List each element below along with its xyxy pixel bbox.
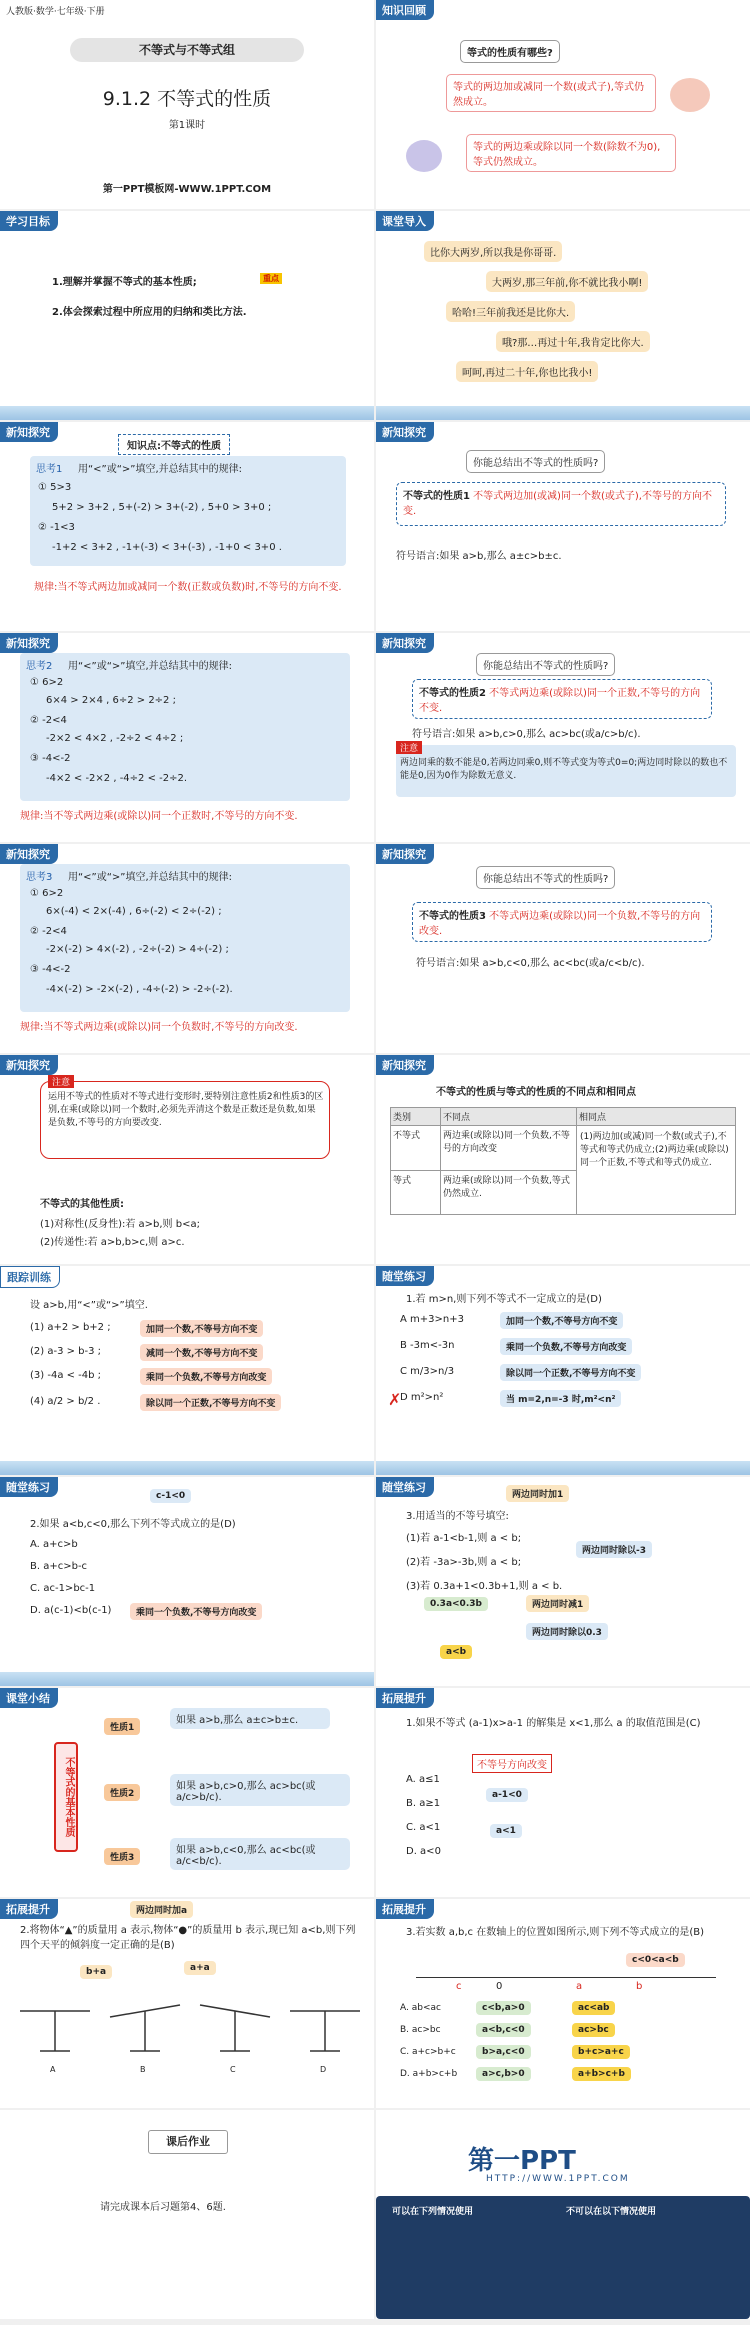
hint-4: 除以同一个正数,不等号方向不变	[140, 1394, 281, 1411]
think-question: 用“<”或“>”填空,并总结其中的规律:	[68, 661, 233, 672]
option-b: B -3m<-3n	[400, 1340, 455, 1351]
property-text: 不等式两边乘(或除以)同一个正数,不等号的方向不变.	[419, 688, 701, 714]
slide-exercise2	[0, 1477, 374, 1686]
property-2-label: 性质2	[104, 1784, 140, 1801]
row-1-detail: 6×(-4) < 2×(-4) , 6÷(-2) < 2÷(-2) ;	[46, 906, 222, 917]
hint-1: 加同一个数,不等号方向不变	[140, 1320, 263, 1337]
extend-question: 3.若实数 a,b,c 在数轴上的位置如图所示,则下列不等式成立的是(B)	[406, 1927, 705, 1938]
res-d: a+b>c+b	[572, 2067, 631, 2081]
section-tag: 新知探究	[376, 844, 434, 864]
hint-top: 两边同时加a	[130, 1901, 193, 1918]
res-c: b+c>a+c	[572, 2045, 630, 2059]
other-title: 不等式的其他性质:	[40, 1199, 124, 1210]
rule: 规律:当不等式两边加或减同一个数(正数或负数)时,不等号的方向不变.	[34, 582, 342, 593]
res-b: ac>bc	[572, 2023, 615, 2037]
option-c: C. a+c>b+c	[400, 2047, 456, 2057]
slide-homework	[0, 2110, 374, 2319]
scale-label-b: B	[140, 2065, 146, 2074]
pig-avatar	[670, 78, 710, 112]
option-a: A. a+c>b	[30, 1539, 78, 1550]
slide-property1	[376, 422, 750, 631]
summary-root: 不等式的基本性质	[54, 1742, 78, 1852]
row-label: 等式	[391, 1171, 441, 1214]
symbol-language: 符号语言:如果 a>b,那么 a±c>b±c.	[396, 551, 562, 562]
res-a: ac<ab	[572, 2001, 615, 2015]
section-tag: 拓展提升	[376, 1688, 434, 1708]
hint: 不等号方向改变	[472, 1754, 552, 1773]
section-tag: 随堂练习	[376, 1266, 434, 1286]
order-hint: c<0<a<b	[626, 1953, 685, 1967]
note-label: 注意	[396, 741, 422, 754]
compare-table	[390, 1107, 736, 1215]
header-cell: 不同点	[441, 1108, 577, 1125]
item-2: (2) a-3 > b-3 ;	[30, 1346, 102, 1357]
step-1: a-1<0	[486, 1788, 528, 1802]
compare-title: 不等式的性质与等式的性质的不同点和相同点	[436, 1087, 636, 1098]
section-tag: 随堂练习	[376, 1477, 434, 1497]
scale-label-c: C	[230, 2065, 236, 2074]
property-card	[412, 902, 712, 942]
slide-extend2	[0, 1899, 374, 2108]
section-tag: 新知探究	[0, 844, 58, 864]
note-text: 运用不等式的性质对不等式进行变形时,要特别注意性质2和性质3的区别,在乘(或除以)同一个数时,必须先弄清这个数是正数还是负数,如果是负数,不等号的方向要改变.	[48, 1092, 324, 1128]
property-name: 不等式的性质2	[419, 688, 486, 699]
row-1: ① 5>3	[38, 482, 72, 493]
cond-c: b>a,c<0	[476, 2045, 531, 2059]
hint-3: 乘同一个负数,不等号方向改变	[140, 1368, 272, 1385]
answer-2: 等式的两边乘或除以同一个数(除数不为0),等式仍然成立。	[466, 134, 676, 172]
option-d: D. a+b>c+b	[400, 2069, 458, 2079]
goal-2: 2.体会探索过程中所应用的归纳和类比方法.	[52, 307, 247, 318]
scale-label-a: A	[50, 2065, 56, 2074]
axis-b: b	[636, 1981, 643, 1992]
section-tag: 随堂练习	[0, 1477, 58, 1497]
exercise-question: 3.用适当的不等号填空:	[406, 1511, 509, 1522]
think-question: 用“<”或“>”填空,并总结其中的规律:	[78, 464, 243, 475]
slide-think3	[0, 844, 374, 1053]
dialog-4: 哦?那…再过十年,我肯定比你大.	[496, 331, 650, 352]
exercise-question: 2.如果 a<b,c<0,那么下列不等式成立的是(D)	[30, 1519, 236, 1530]
slide-practice	[0, 1266, 374, 1475]
row-2-detail: -1+2 < 3+2 , -1+(-3) < 3+(-3) , -1+0 < 3+0 .	[52, 542, 282, 553]
note-label: 注意	[48, 1075, 74, 1088]
dialog-5: 呵呵,再过二十年,你也比我小!	[456, 361, 598, 382]
section-tag: 新知探究	[376, 1055, 434, 1075]
think-label: 思考1	[36, 464, 63, 475]
row-1-detail: 6×4 > 2×4 , 6÷2 > 2÷2 ;	[46, 695, 176, 706]
rule: 规律:当不等式两边乘(或除以)同一个负数时,不等号的方向改变.	[20, 1022, 298, 1033]
dialog-1: 比你大两岁,所以我是你哥哥.	[424, 241, 562, 262]
option-c: C m/3>n/3	[400, 1366, 455, 1377]
item-1: (1) a+2 > b+2 ;	[30, 1322, 111, 1333]
section-tag: 学习目标	[0, 211, 58, 231]
row-diff: 两边乘(或除以)同一个负数,不等号的方向改变	[441, 1126, 577, 1170]
row-1: ① 6>2	[30, 677, 64, 688]
slide-compare	[376, 1055, 750, 1264]
section-tag: 跟踪训练	[0, 1266, 60, 1288]
cond-a: c<b,a>0	[476, 2001, 531, 2015]
row-2: ② -2<4	[30, 926, 67, 937]
other-2: (2)传递性:若 a>b,b>c,则 a>c.	[40, 1237, 185, 1248]
option-d: D. a<0	[406, 1846, 441, 1857]
cond-b: a<b,c<0	[476, 2023, 531, 2037]
hint-2: 两边同时除以-3	[576, 1541, 652, 1558]
option-c: C. a<1	[406, 1822, 441, 1833]
section-tag: 知识回顾	[376, 0, 434, 20]
row-2-detail: -2×(-2) > 4×(-2) , -2÷(-2) > 4÷(-2) ;	[46, 944, 229, 955]
answer-1: 等式的两边加或减同一个数(或式子),等式仍然成立。	[446, 74, 656, 112]
hint-c: 除以同一个正数,不等号方向不变	[500, 1364, 641, 1381]
question: 你能总结出不等式的性质吗?	[466, 450, 605, 473]
property-3-text: 如果 a>b,c<0,那么 ac<bc(或a/c<b/c).	[170, 1838, 350, 1870]
row-3-detail: -4×2 < -2×2 , -4÷2 < -2÷2.	[46, 773, 188, 784]
slide-review	[376, 0, 750, 209]
hint-a: 加同一个数,不等号方向不变	[500, 1312, 623, 1329]
mascot-avatar	[406, 140, 442, 172]
item-3: (3) -4a < -4b ;	[30, 1370, 102, 1381]
step-2: a<b	[440, 1645, 472, 1659]
hint-1: 两边同时加1	[506, 1485, 569, 1502]
section-tag: 新知探究	[0, 1055, 58, 1075]
section-tag: 新知探究	[376, 633, 434, 653]
property-name: 不等式的性质1	[403, 491, 470, 502]
slide-intro	[376, 211, 750, 420]
slide-brand	[376, 2110, 750, 2319]
hint-d: 乘同一个负数,不等号方向改变	[130, 1603, 262, 1620]
slide-property2	[376, 633, 750, 842]
slide-exercise3	[376, 1477, 750, 1686]
scale-label-d: D	[320, 2065, 327, 2074]
question: 等式的性质有哪些?	[460, 40, 560, 63]
option-b: B. a≥1	[406, 1798, 441, 1809]
property-text: 不等式两边加(或减)同一个数(或式子),不等号的方向不变.	[403, 491, 712, 517]
hint-3: 两边同时减1	[526, 1595, 589, 1612]
slide-notes	[0, 1055, 374, 1264]
slide-think1	[0, 422, 374, 631]
item-3: (3)若 0.3a+1<0.3b+1,则 a < b.	[406, 1581, 563, 1592]
section-tag: 新知探究	[0, 633, 58, 653]
row-1-detail: 5+2 > 3+2 , 5+(-2) > 3+(-2) , 5+0 > 3+0 ;	[52, 502, 272, 513]
property-3-label: 性质3	[104, 1848, 140, 1865]
step-2: a<1	[490, 1824, 522, 1838]
practice-question: 设 a>b,用“<”或“>”填空.	[30, 1300, 148, 1311]
slide-property3	[376, 844, 750, 1053]
property-1-label: 性质1	[104, 1718, 140, 1735]
option-a: A m+3>n+3	[400, 1314, 464, 1325]
symbol-language: 符号语言:如果 a>b,c<0,那么 ac<bc(或a/c<b/c).	[416, 958, 645, 969]
hint-b: 乘同一个负数,不等号方向改变	[500, 1338, 632, 1355]
question: 你能总结出不等式的性质吗?	[476, 866, 615, 889]
property-text: 不等式两边乘(或除以)同一个负数,不等号的方向改变.	[419, 911, 701, 937]
symbol-language: 符号语言:如果 a>b,c>0,那么 ac>bc(或a/c>b/c).	[412, 729, 641, 740]
city-decoration	[376, 1461, 750, 1475]
other-1: (1)对称性(反身性):若 a>b,则 b<a;	[40, 1219, 200, 1230]
think-question: 用“<”或“>”填空,并总结其中的规律:	[68, 872, 233, 883]
tag-b-plus-a: b+a	[80, 1965, 112, 1979]
row-2-detail: -2×2 < 4×2 , -2÷2 < 4÷2 ;	[46, 733, 184, 744]
extend-question: 2.将物体“▲”的质量用 a 表示,物体“●”的质量用 b 表示,现已知 a<b,则下列四个天平的倾斜度一定正确的是(B)	[20, 1925, 356, 1951]
item-1: (1)若 a-1<b-1,则 a < b;	[406, 1533, 522, 1544]
think-label: 思考2	[26, 661, 53, 672]
slide-goals	[0, 211, 374, 420]
cannot-use-title: 不可以在以下情况使用	[566, 2207, 657, 2217]
question: 你能总结出不等式的性质吗?	[476, 653, 615, 676]
slide-extend3	[376, 1899, 750, 2108]
city-decoration	[376, 406, 750, 420]
exercise-question: 1.若 m>n,则下列不等式不一定成立的是(D)	[406, 1294, 602, 1305]
property-card	[396, 482, 726, 526]
page-title: 9.1.2 不等式的性质	[102, 88, 272, 110]
balance-scales	[10, 1991, 364, 2081]
section-tag: 新知探究	[0, 422, 58, 442]
row-diff: 两边乘(或除以)同一个负数,等式仍然成立.	[441, 1171, 577, 1214]
can-use-title: 可以在下列情况使用	[392, 2207, 474, 2217]
row-label: 不等式	[391, 1126, 441, 1170]
row-3: ③ -4<-2	[30, 753, 71, 764]
option-b: B. a+c>b-c	[30, 1561, 88, 1572]
header-cell: 相同点	[579, 1113, 607, 1123]
option-a: A. a≤1	[406, 1774, 440, 1785]
hint-4: 两边同时除以0.3	[526, 1623, 608, 1640]
slide-extend1	[376, 1688, 750, 1897]
unit-title: 不等式与不等式组	[70, 38, 304, 62]
city-decoration	[0, 1672, 374, 1686]
row-3-detail: -4×(-2) > -2×(-2) , -4÷(-2) > -2÷(-2).	[46, 984, 233, 995]
hint-2: 减同一个数,不等号方向不变	[140, 1344, 263, 1361]
subtitle: 第1课时	[168, 120, 206, 131]
common-cell: (1)两边加(或减)同一个数(或式子),不等式和等式仍成立;(2)两边乘(或除以)同一个正数,不等式和等式仍成立.	[580, 1132, 729, 1168]
option-d: D m²>n²	[400, 1392, 444, 1403]
item-4: (4) a/2 > b/2 .	[30, 1396, 101, 1407]
axis-a: a	[576, 1981, 583, 1992]
note-text: 两边同乘的数不能是0,若两边同乘0,则不等式变为等式0=0;两边同时除以的数也不能是0,因为0作为除数无意义.	[400, 758, 728, 781]
row-2: ② -1<3	[38, 522, 75, 533]
brand-logo: 第一PPT	[468, 2146, 576, 2176]
header-cell: 类别	[391, 1108, 441, 1125]
hint-d: 当 m=2,n=-3 时,m²<n²	[500, 1390, 621, 1407]
slide-exercise1	[376, 1266, 750, 1475]
homework-task: 请完成课本后习题第4、6题.	[100, 2202, 226, 2213]
section-tag: 新知探究	[376, 422, 434, 442]
wrong-mark-icon: ✗	[388, 1390, 402, 1409]
property-name: 不等式的性质3	[419, 911, 486, 922]
brand: 第一PPT模板网-WWW.1PPT.COM	[102, 184, 272, 195]
think-label: 思考3	[26, 872, 53, 883]
option-d: D. a(c-1)<b(c-1)	[30, 1605, 112, 1616]
knowledge-point: 知识点:不等式的性质	[118, 434, 230, 455]
section-tag: 课堂导入	[376, 211, 434, 231]
homework-title: 课后作业	[148, 2130, 228, 2154]
step-1: 0.3a<0.3b	[424, 1597, 488, 1611]
dialog-3: 哈哈!三年前我还是比你大.	[446, 301, 575, 322]
brand-url: HTTP://WWW.1PPT.COM	[486, 2174, 630, 2184]
option-c: C. ac-1>bc-1	[30, 1583, 96, 1594]
section-tag: 拓展提升	[376, 1899, 434, 1919]
goal-1: 1.理解并掌握不等式的基本性质;	[52, 277, 197, 288]
property-card	[412, 679, 712, 719]
slide-summary	[0, 1688, 374, 1897]
section-tag: 拓展提升	[0, 1899, 58, 1919]
row-1: ① 6>2	[30, 888, 64, 899]
slide-think2	[0, 633, 374, 842]
option-a: A. ab<ac	[400, 2003, 441, 2013]
dialog-2: 大两岁,那三年前,你不就比我小啊!	[486, 271, 648, 292]
hint-top: c-1<0	[150, 1489, 191, 1503]
row-3: ③ -4<-2	[30, 964, 71, 975]
section-tag: 课堂小结	[0, 1688, 58, 1708]
row-2: ② -2<4	[30, 715, 67, 726]
publisher: 人教版·数学·七年级·下册	[6, 7, 105, 17]
rule: 规律:当不等式两边乘(或除以)同一个正数时,不等号的方向不变.	[20, 811, 298, 822]
axis-c: c	[456, 1981, 462, 1992]
city-decoration	[0, 1461, 374, 1475]
number-axis	[416, 1977, 716, 1978]
key-badge: 重点	[260, 273, 282, 284]
property-2-text: 如果 a>b,c>0,那么 ac>bc(或a/c>b/c).	[170, 1774, 350, 1806]
extend-question: 1.如果不等式 (a-1)x>a-1 的解集是 x<1,那么 a 的取值范围是(C)	[406, 1718, 701, 1729]
city-decoration	[0, 406, 374, 420]
option-b: B. ac>bc	[400, 2025, 441, 2035]
axis-0: 0	[496, 1981, 503, 1992]
item-2: (2)若 -3a>-3b,则 a < b;	[406, 1557, 522, 1568]
cond-d: a>c,b>0	[476, 2067, 531, 2081]
slide-cover	[0, 0, 374, 209]
tag-a-plus-a: a+a	[184, 1961, 216, 1975]
property-1-text: 如果 a>b,那么 a±c>b±c.	[170, 1708, 330, 1729]
